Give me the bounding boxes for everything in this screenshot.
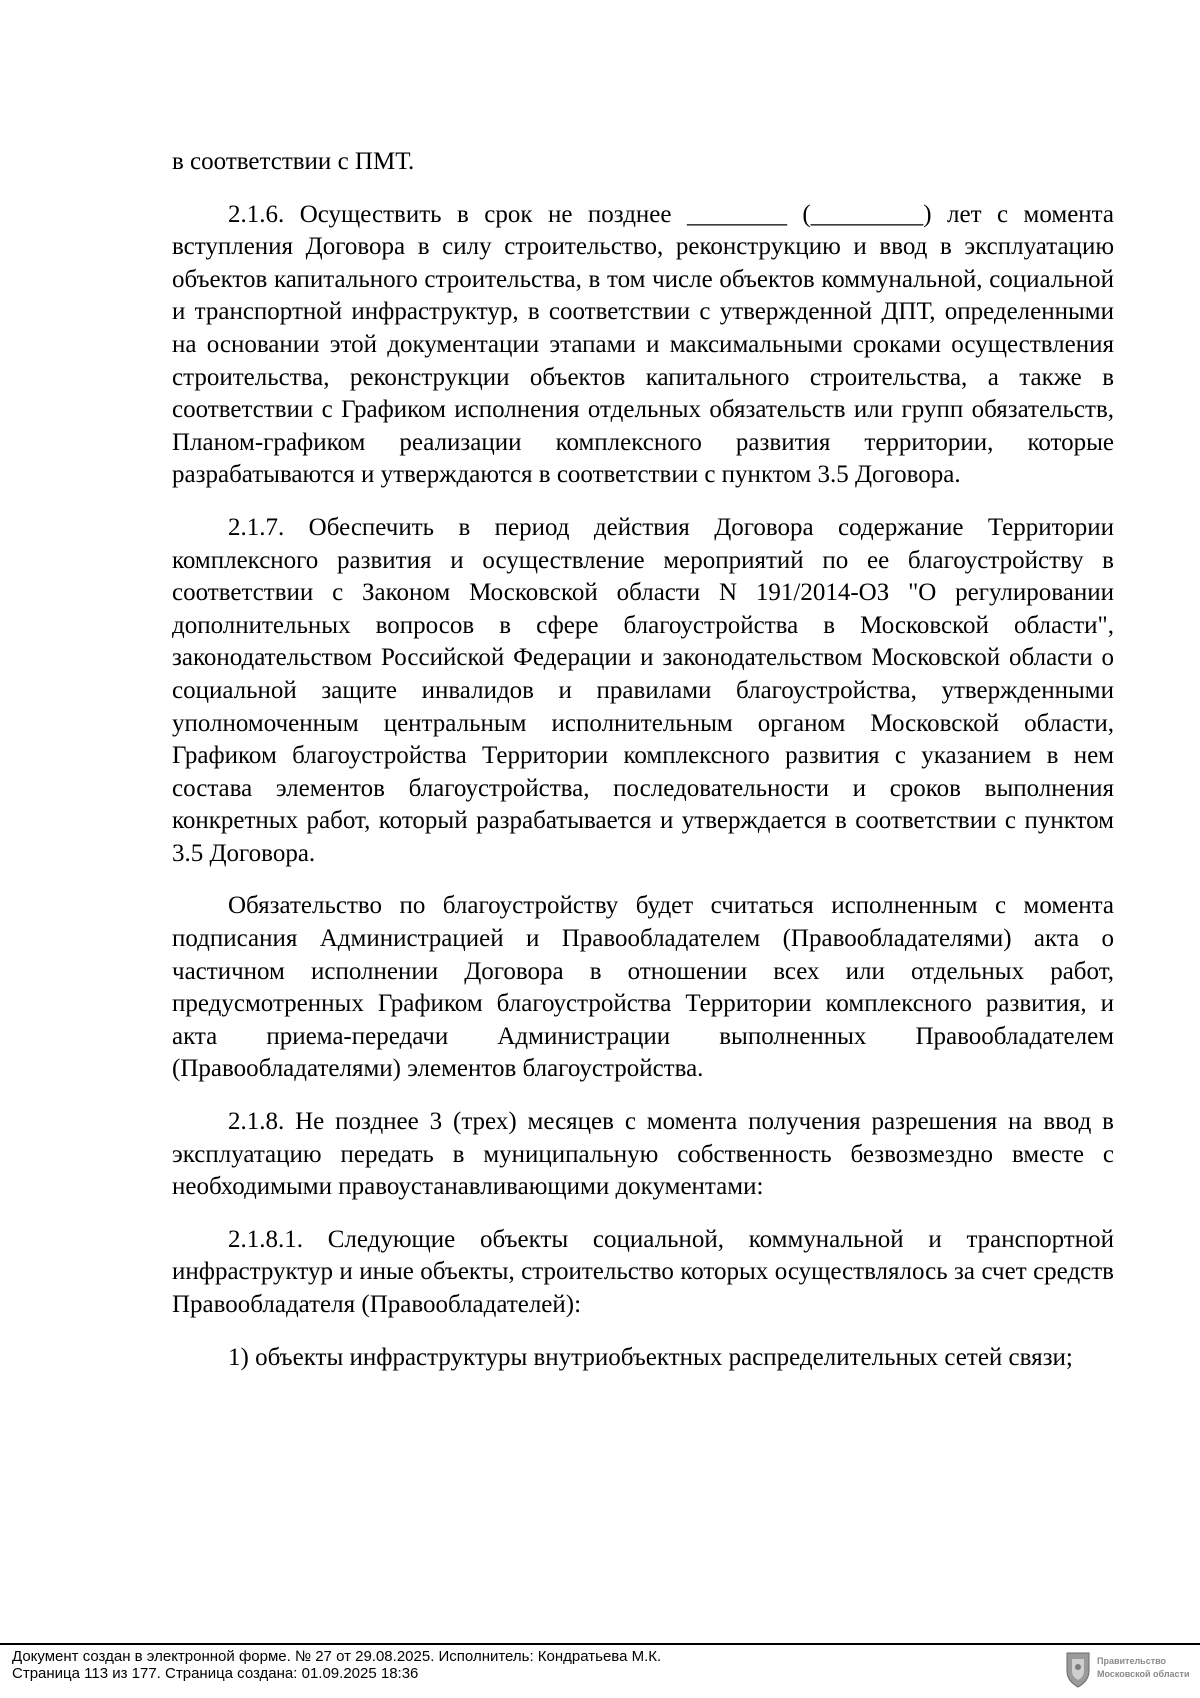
footer-divider xyxy=(0,1643,1200,1645)
document-body xyxy=(172,146,1114,1394)
government-logo xyxy=(1063,1647,1193,1691)
paragraph-2-1-8: 2.1.8. Не позднее 3 (трех) месяцев с момента получения разрешения на ввод в эксплуатацию передать в муниципальную собственность безвозмездно вместе с необходимыми правоустанавливающими документами: xyxy=(172,1108,1114,1201)
moscow-region-government-emblem-icon xyxy=(1063,1647,1193,1691)
paragraph-2-1-6: 2.1.6. Осуществить в срок не позднее ________ (_________) лет с момента вступления Договора в силу строительство, реконструкцию и ввод в эксплуатацию объектов капитального строительства, в том числе объектов коммунальной, социальной и транспортной инфраструктур, в соответствии с утвержденной ДПТ, определенными на основании этой документации этапами и максимальными сроками осуществления строительства, реконструкции объектов капитального строительства, а также в соответствии с Графиком исполнения отдельных обязательств или групп обязательств, Планом-графиком реализации комплексного развития территории, которые разрабатываются и утверждаются в соответствии с пунктом 3.5 Договора. xyxy=(172,200,1114,489)
paragraph-2-1-8-1: 2.1.8.1. Следующие объекты социальной, коммунальной и транспортной инфраструктур и иные объекты, строительство которых осуществлялось за счет средств Правообладателя (Правообладателей): xyxy=(172,1225,1114,1318)
logo-text-line2: Московской области xyxy=(1097,1669,1190,1679)
footer-info xyxy=(12,1648,661,1682)
list-item-1: 1) объекты инфраструктуры внутриобъектных распределительных сетей связи; xyxy=(228,1343,1073,1371)
paragraph-improvement-obligation: Обязательство по благоустройству будет считаться исполненным с момента подписания Администрацией и Правообладателем (Правообладателями) акта о частичном исполнении Договора в отношении всех или отдельных работ, предусмотренных Графиком благоустройства Территории комплексного развития, и акта приема-передачи Администрации выполненных Правообладателем (Правообладателями) элементов благоустройства. xyxy=(172,892,1114,1083)
paragraph-2-1-7: 2.1.7. Обеспечить в период действия Договора содержание Территории комплексного развития и осуществление мероприятий по ее благоустройству в соответствии с Законом Московской области N 191/2014-ОЗ "О регулировании дополнительных вопросов в сфере благоустройства в Московской области", законодательством Российской Федерации и законодательством Московской области о социальной защите инвалидов и правилами благоустройства, утвержденными уполномоченным центральным исполнительным органом Московской области, Графиком благоустройства Территории комплексного развития с указанием в нем состава элементов благоустройства, последовательности и сроков выполнения конкретных работ, который разрабатывается и утверждается в соответствии с пунктом 3.5 Договора. xyxy=(172,513,1114,867)
footer-document-info: Документ создан в электронной форме. № 27 от 29.08.2025. Исполнитель: Кондратьева М.К. xyxy=(12,1648,662,1665)
footer-page-info: Страница 113 из 177. Страница создана: 01.09.2025 18:36 xyxy=(12,1665,419,1682)
logo-text-line1: Правительство xyxy=(1097,1656,1167,1666)
paragraph-continuation: в соответствии с ПМТ. xyxy=(172,148,415,175)
